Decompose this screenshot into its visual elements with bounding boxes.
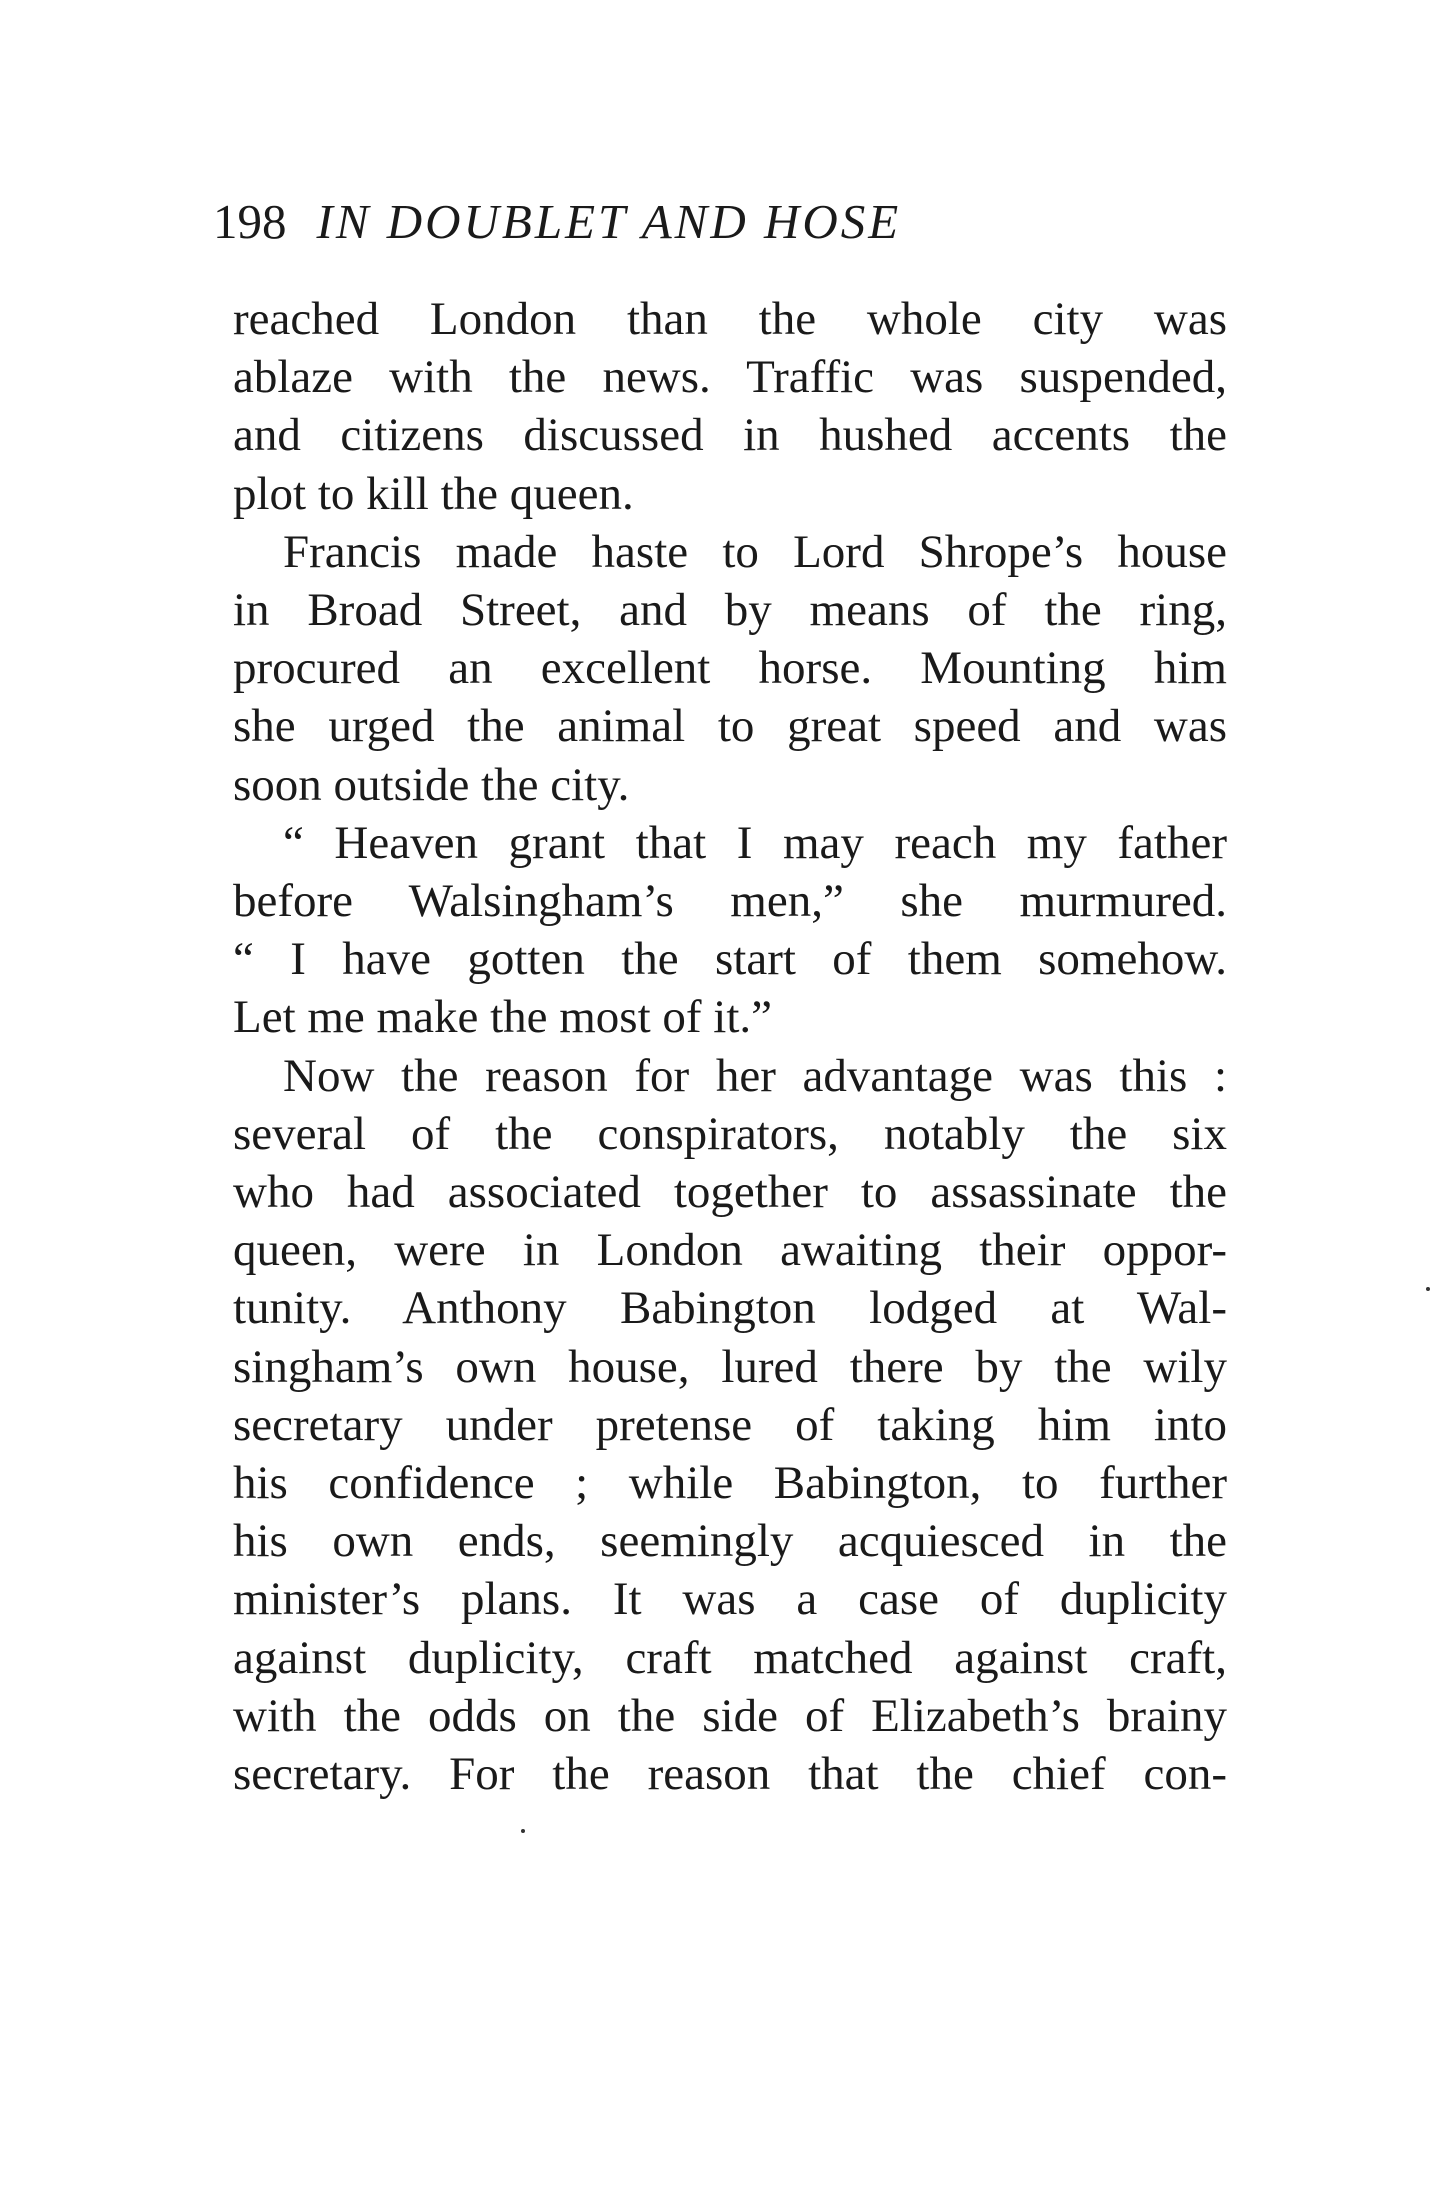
page-number: 198 bbox=[213, 194, 287, 249]
running-title: IN DOUBLET AND HOSE bbox=[316, 194, 902, 249]
page-header bbox=[213, 188, 901, 256]
print-speck bbox=[521, 1829, 525, 1833]
print-speck bbox=[1426, 1287, 1430, 1291]
text-line: and citizens discussed in hushed accents the bbox=[233, 409, 1227, 462]
text-line: Let me make the most of it.” bbox=[233, 991, 773, 1044]
text-line: singham’s own house, lured there by the wily bbox=[233, 1340, 1227, 1393]
text-line: who had associated together to assassinate the bbox=[233, 1166, 1227, 1218]
text-line: secretary. For the reason that the chief con- bbox=[233, 1748, 1227, 1800]
text-line: “ Heaven grant that I may reach my father bbox=[283, 816, 1227, 869]
text-line: soon outside the city. bbox=[233, 758, 630, 811]
text-line: before Walsingham’s men,” she murmured. bbox=[233, 875, 1227, 927]
text-line: she urged the animal to great speed and was bbox=[233, 700, 1227, 753]
text-line: with the odds on the side of Elizabeth’s brainy bbox=[233, 1689, 1227, 1742]
text-line: minister’s plans. It was a case of duplicity bbox=[233, 1573, 1227, 1626]
text-line: Now the reason for her advantage was this : bbox=[283, 1049, 1227, 1102]
text-line: his own ends, seemingly acquiesced in the bbox=[233, 1515, 1227, 1568]
text-line: reached London than the whole city was bbox=[233, 293, 1227, 345]
text-line: ablaze with the news. Traffic was suspended, bbox=[233, 351, 1227, 404]
text-line: plot to kill the queen. bbox=[233, 467, 634, 520]
text-line: Francis made haste to Lord Shrope’s house bbox=[283, 525, 1227, 578]
text-line: in Broad Street, and by means of the ring, bbox=[233, 584, 1227, 636]
text-line: secretary under pretense of taking him into bbox=[233, 1398, 1227, 1451]
text-line: procured an excellent horse. Mounting him bbox=[233, 642, 1227, 695]
text-line: queen, were in London awaiting their oppor- bbox=[233, 1224, 1227, 1277]
text-line: tunity. Anthony Babington lodged at Wal- bbox=[233, 1282, 1227, 1335]
text-line: “ I have gotten the start of them somehow. bbox=[233, 933, 1227, 986]
text-line: against duplicity, craft matched against craft, bbox=[233, 1631, 1227, 1684]
text-line: his confidence ; while Babington, to further bbox=[233, 1457, 1227, 1509]
text-line: several of the conspirators, notably the six bbox=[233, 1107, 1227, 1160]
